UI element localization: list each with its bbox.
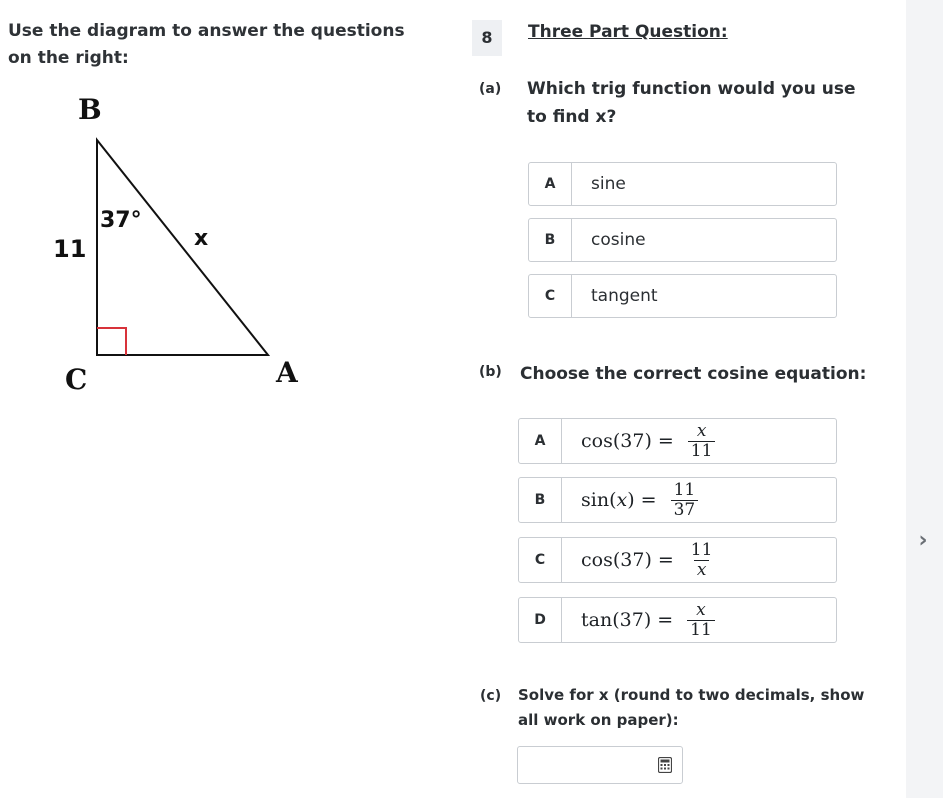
eq-numerator: 11 — [673, 479, 696, 500]
angle-b-label: 37° — [100, 208, 142, 233]
part-b-choice-b[interactable] — [518, 477, 837, 523]
choice-letter: A — [529, 163, 572, 205]
part-a-choice-c[interactable] — [528, 274, 837, 318]
choice-letter: B — [529, 219, 572, 261]
question-title: Three Part Question: — [528, 22, 728, 42]
vertex-a-label: A — [276, 356, 298, 389]
instructions: Use the diagram to answer the questions on the right: — [8, 21, 405, 68]
eq-fn: cos — [581, 549, 613, 571]
side-ab-label: x — [194, 226, 209, 251]
part-a-choice-a[interactable] — [528, 162, 837, 206]
choice-text: tangent — [591, 286, 658, 306]
choice-letter: C — [519, 538, 562, 582]
answer-field[interactable] — [517, 746, 683, 784]
equation: tan ( 37 ) = $\frac{x}{11}$ — [581, 598, 715, 642]
eq-fn: tan — [581, 609, 613, 631]
vertex-c-label: C — [65, 363, 88, 396]
part-c-prompt: Solve for x (round to two decimals, show all work on paper): — [518, 686, 865, 729]
eq-arg: 37 — [620, 430, 645, 452]
choice-text: cosine — [591, 230, 646, 250]
choice-letter: B — [519, 478, 562, 522]
calculator-icon[interactable] — [658, 757, 672, 773]
triangle-diagram — [40, 85, 340, 405]
choice-text: sine — [591, 174, 626, 194]
eq-denominator: 11 — [687, 620, 715, 640]
part-c-label: (c) — [480, 688, 502, 704]
part-b-choice-c[interactable] — [518, 537, 837, 583]
choice-letter: A — [519, 419, 562, 463]
side-bc-label: 11 — [53, 235, 87, 263]
side-rail — [906, 0, 943, 798]
eq-numerator: x — [696, 420, 707, 441]
answer-input[interactable] — [524, 747, 648, 783]
part-b-choice-d[interactable] — [518, 597, 837, 643]
chevron-right-icon[interactable]: › — [918, 528, 928, 553]
part-a-choice-b[interactable] — [528, 218, 837, 262]
equation: cos ( 37 ) = $\frac{11}{x}$ — [581, 538, 715, 582]
choice-letter: C — [529, 275, 572, 317]
choice-letter: D — [519, 598, 562, 642]
eq-denominator: x — [694, 560, 710, 580]
part-a-prompt: Which trig function would you use to find x? — [527, 79, 856, 127]
part-b-prompt: Choose the correct cosine equation: — [520, 364, 867, 384]
eq-fn: cos — [581, 430, 613, 452]
eq-arg: x — [616, 489, 628, 511]
eq-numerator: x — [696, 599, 706, 620]
part-a-label: (a) — [479, 81, 502, 97]
part-b-label: (b) — [479, 364, 502, 380]
eq-denominator: 37 — [671, 500, 699, 520]
vertex-b-label: B — [78, 93, 102, 126]
part-b-choice-a[interactable] — [518, 418, 837, 464]
eq-denominator: 11 — [688, 441, 716, 461]
eq-numerator: 11 — [690, 539, 713, 560]
eq-arg: 37 — [619, 609, 644, 631]
equation: sin ( x ) = $\frac{11}{37}$ — [581, 478, 698, 522]
eq-arg: 37 — [620, 549, 645, 571]
equation: cos ( 37 ) = $\frac{x}{11}$ — [581, 419, 715, 463]
eq-fn: sin — [581, 489, 610, 511]
question-number: 8 — [472, 20, 502, 56]
